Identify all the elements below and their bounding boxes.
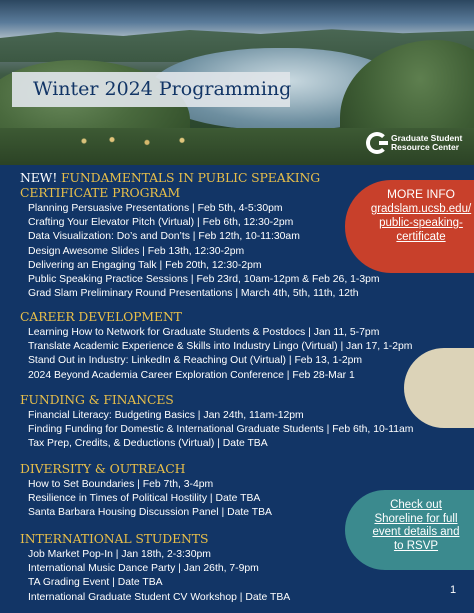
page-title: Winter 2024 Programming <box>12 72 290 107</box>
funding-event-list <box>20 409 413 452</box>
shoreline-link-line-4[interactable]: to RSVP <box>393 539 439 552</box>
list-item: Design Awesome Slides | Feb 13th, 12:30-2pm <box>28 245 245 257</box>
section-international-students <box>20 531 290 605</box>
certificate-title-line-2: CERTIFICATE PROGRAM <box>20 185 181 200</box>
gradslam-link-line-3[interactable]: certificate <box>396 231 446 243</box>
section-title-diversity: DIVERSITY & OUTREACH <box>20 461 186 476</box>
hero-flowers <box>70 134 210 148</box>
grsc-logo <box>366 130 462 156</box>
list-item: Job Market Pop-In | Jan 18th, 2-3:30pm <box>28 549 211 560</box>
section-title-certificate <box>20 170 380 185</box>
logo-text <box>391 134 462 152</box>
gradslam-link-line-2[interactable]: public-speaking- <box>379 217 463 229</box>
list-item: Delivering an Engaging Talk | Feb 20th, 12:30-2pm <box>28 259 262 271</box>
certificate-event-list <box>20 202 380 301</box>
list-item: Stand Out in Industry: LinkedIn & Reaching Out (Virtual) | Feb 13, 1-2pm <box>28 355 363 367</box>
shoreline-link-line-1[interactable]: Check out <box>390 499 442 511</box>
section-title-career: CAREER DEVELOPMENT <box>20 309 182 324</box>
logo-line-1: Graduate Student <box>391 133 463 143</box>
section-public-speaking <box>20 170 380 301</box>
list-item: Crafting Your Elevator Pitch (Virtual) | Feb 6th, 12:30-2pm <box>28 217 294 229</box>
list-item: TA Grading Event | Date TBA <box>28 577 163 589</box>
page-number: 1 <box>450 584 457 596</box>
list-item: Grad Slam Preliminary Round Presentations | March 4th, 5th, 11th, 12th <box>28 288 359 300</box>
list-item: Translate Academic Experience & Skills into Industry Lingo (Virtual) | Jan 17, 1-2pm <box>28 341 413 353</box>
diversity-event-list <box>20 478 272 521</box>
certificate-title-line-1: FUNDAMENTALS IN PUBLIC SPEAKING <box>61 170 321 185</box>
shoreline-callout[interactable] <box>345 490 474 570</box>
section-diversity-outreach <box>20 461 272 521</box>
list-item: International Graduate Student CV Workshop | Date TBA <box>28 591 291 603</box>
list-item: Resilience in Times of Political Hostility | Date TBA <box>28 493 261 505</box>
section-title-international: INTERNATIONAL STUDENTS <box>20 531 209 546</box>
shoreline-link-line-3[interactable]: event details and <box>372 526 460 538</box>
list-item: Tax Prep, Credits, & Deductions (Virtual) | Date TBA <box>28 438 268 450</box>
list-item: 2024 Beyond Academia Career Exploration Conference | Feb 28-Mar 1 <box>28 369 355 381</box>
list-item: How to Set Boundaries | Feb 7th, 3-4pm <box>28 479 214 490</box>
career-event-list <box>20 326 412 383</box>
list-item: Planning Persuasive Presentations | Feb 5th, 4-5:30pm <box>28 203 283 214</box>
list-item: Public Speaking Practice Sessions | Feb 23rd, 10am-12pm & Feb 26, 1-3pm <box>28 274 380 286</box>
list-item: Finding Funding for Domestic & International Graduate Students | Feb 6th, 10-11am <box>28 424 414 436</box>
international-event-list <box>20 548 290 605</box>
decorative-tan-pill <box>404 348 474 428</box>
list-item: Santa Barbara Housing Discussion Panel | Date TBA <box>28 507 272 519</box>
list-item: Learning How to Network for Graduate Students & Postdocs | Jan 11, 5-7pm <box>28 327 380 338</box>
more-info-title: MORE INFO <box>387 187 455 201</box>
more-info-callout <box>345 180 474 273</box>
logo-line-2: Resource Center <box>391 142 460 152</box>
shoreline-link-line-2[interactable]: Shoreline for full <box>374 512 458 525</box>
hero-sky <box>0 0 474 38</box>
grsc-logo-icon <box>366 132 388 154</box>
list-item: Data Visualization: Do’s and Don’ts | Feb 12th, 10-11:30am <box>28 231 300 243</box>
section-title-funding: FUNDING & FINANCES <box>20 392 174 407</box>
section-funding-finances <box>20 392 413 452</box>
new-label: NEW! <box>20 170 58 185</box>
gradslam-link-line-1[interactable]: gradslam.ucsb.edu/ <box>370 203 472 215</box>
list-item: Financial Literacy: Budgeting Basics | Jan 24th, 11am-12pm <box>28 410 304 421</box>
list-item: International Music Dance Party | Jan 26th, 7-9pm <box>28 563 259 575</box>
section-career-development <box>20 309 412 383</box>
